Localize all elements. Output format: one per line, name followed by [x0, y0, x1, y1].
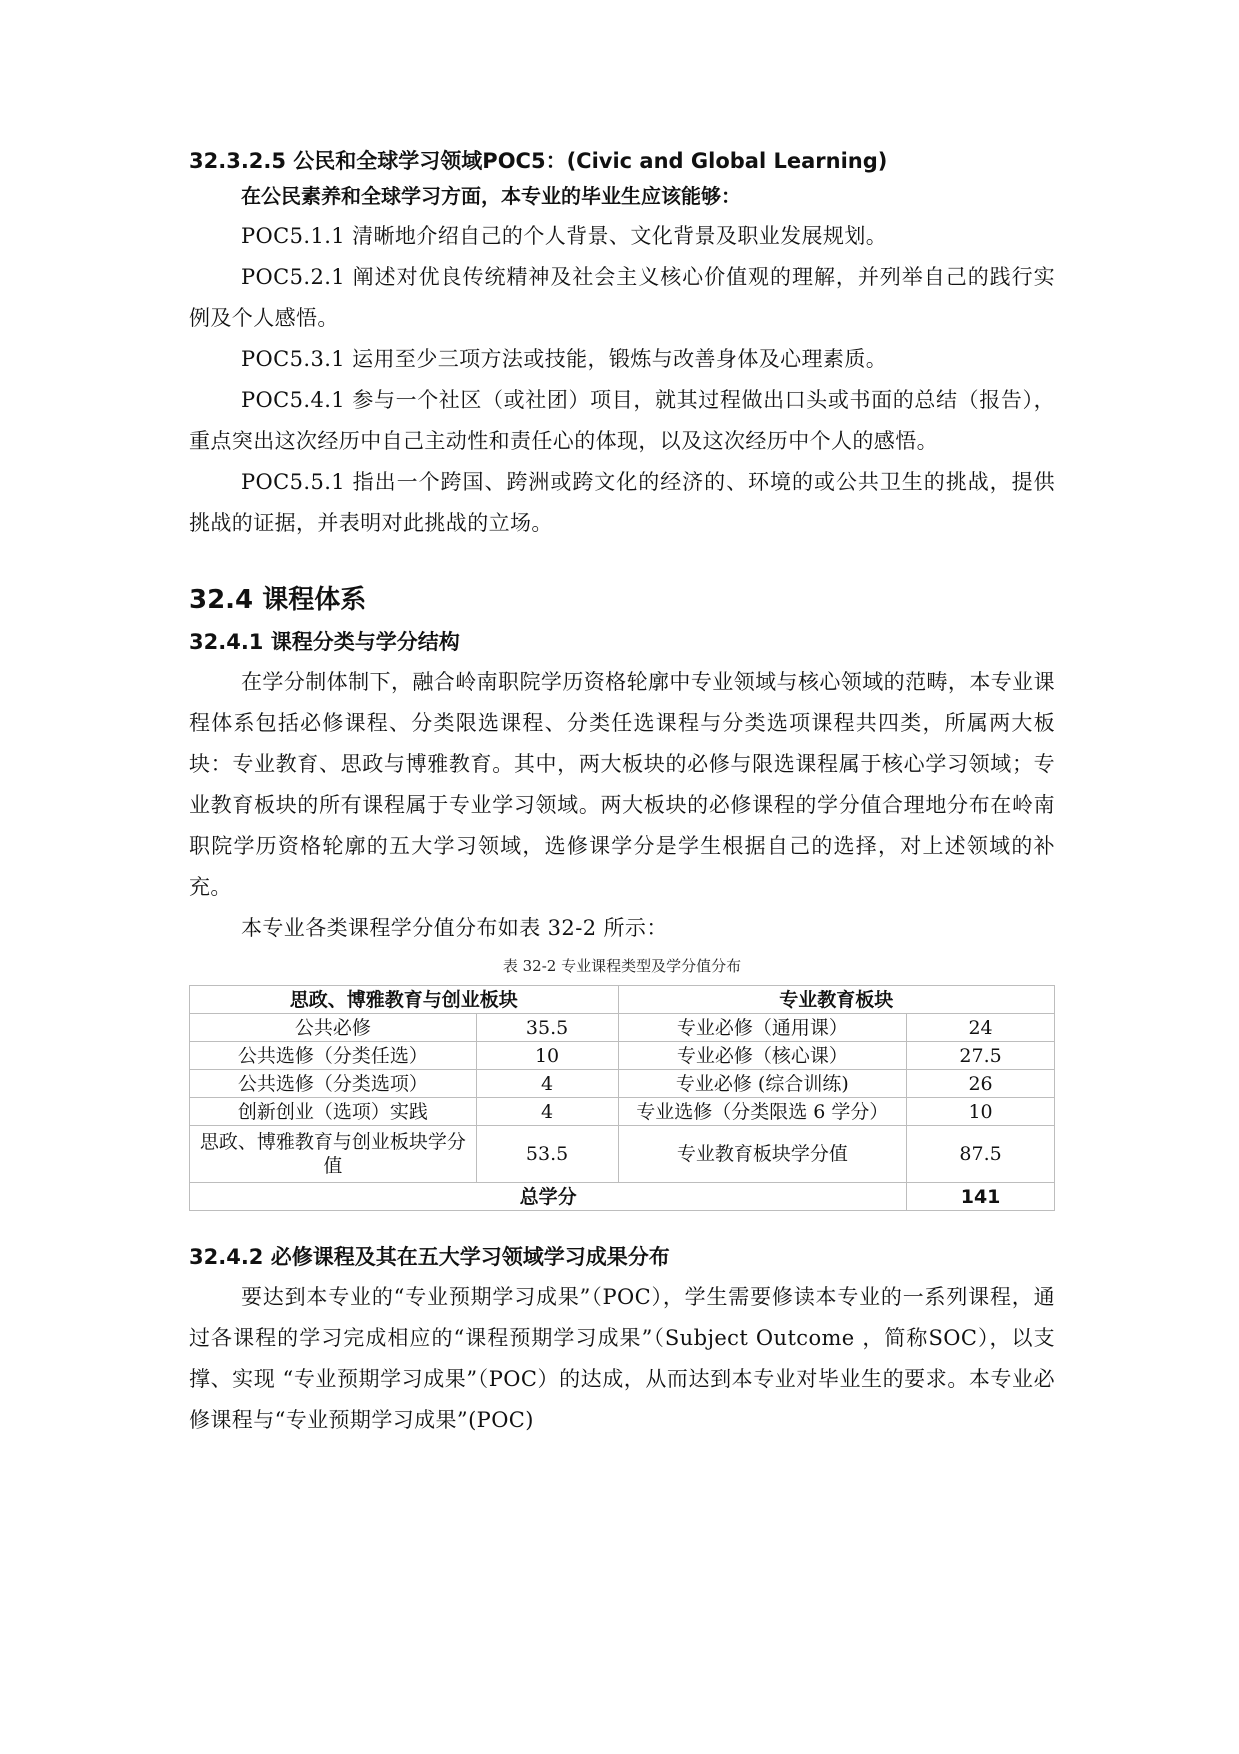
section-heading-32-3-2-5: 32.3.2.5 公民和全球学习领域POC5：(Civic and Global Learning) — [189, 149, 888, 173]
table-cell: 24 — [907, 1014, 1055, 1042]
table-cell: 公共选修（分类任选） — [190, 1042, 477, 1070]
paragraph: 要达到本专业的“专业预期学习成果”（POC），学生需要修读本专业的一系列课程，通过各课程的学习完成相应的“课程预期学习成果”（Subject Outcome ，简称SOC），以支撑、实现 “专业预期学习成果”（POC）的达成，从而达到本专业对毕业生的要求。本专业必修课程与“专业预期学习成果”(POC) — [189, 1285, 1055, 1432]
table-header-right: 专业教育板块 — [618, 986, 1055, 1014]
table-cell: 专业必修（通用课） — [618, 1014, 907, 1042]
table-cell: 87.5 — [907, 1126, 1055, 1183]
poc-item: POC5.3.1 运用至少三项方法或技能，锻炼与改善身体及心理素质。 — [241, 347, 888, 371]
table-cell: 专业选修（分类限选 6 学分） — [618, 1098, 907, 1126]
poc-item: POC5.1.1 清晰地介绍自己的个人背景、文化背景及职业发展规划。 — [241, 224, 888, 248]
table-subtotal-row — [190, 1126, 1055, 1183]
credit-table — [189, 985, 1055, 1211]
table-cell: 思政、博雅教育与创业板块学分值 — [190, 1126, 477, 1183]
table-row — [190, 1098, 1055, 1126]
table-cell: 专业教育板块学分值 — [618, 1126, 907, 1183]
table-cell: 10 — [476, 1042, 618, 1070]
total-value: 141 — [907, 1183, 1055, 1211]
table-header-row — [190, 986, 1055, 1014]
poc-item: POC5.5.1 指出一个跨国、跨洲或跨文化的经济的、环境的或公共卫生的挑战，提供挑战的证据，并表明对此挑战的立场。 — [189, 470, 1055, 535]
table-total-row — [190, 1183, 1055, 1211]
paragraph: 在学分制体制下，融合岭南职院学历资格轮廓中专业领域与核心领域的范畴，本专业课程体系包括必修课程、分类限选课程、分类任选课程与分类选项课程共四类，所属两大板块：专业教育、思政与博雅教育。其中，两大板块的必修与限选课程属于核心学习领域；专业教育板块的所有课程属于专业学习领域。两大板块的必修课程的学分值合理地分布在岭南职院学历资格轮廓的五大学习领域，选修课学分是学生根据自己的选择，对上述领域的补充。 — [189, 670, 1055, 899]
document-page — [189, 146, 1055, 1441]
table-row — [190, 1042, 1055, 1070]
poc-item: POC5.4.1 参与一个社区（或社团）项目，就其过程做出口头或书面的总结（报告），重点突出这次经历中自己主动性和责任心的体现，以及这次经历中个人的感悟。 — [189, 388, 1055, 453]
section-heading-32-4-2: 32.4.2 必修课程及其在五大学习领域学习成果分布 — [189, 1245, 670, 1269]
table-row — [190, 1070, 1055, 1098]
section-heading-32-4: 32.4 课程体系 — [189, 585, 367, 615]
table-cell: 公共必修 — [190, 1014, 477, 1042]
total-label: 总学分 — [190, 1183, 907, 1211]
table-cell: 4 — [476, 1098, 618, 1126]
table-cell: 27.5 — [907, 1042, 1055, 1070]
table-header-left: 思政、博雅教育与创业板块 — [190, 986, 619, 1014]
table-cell: 创新创业（选项）实践 — [190, 1098, 477, 1126]
table-cell: 专业必修 (综合训练) — [618, 1070, 907, 1098]
table-cell: 4 — [476, 1070, 618, 1098]
table-cell: 53.5 — [476, 1126, 618, 1183]
table-caption: 表 32-2 专业课程类型及学分值分布 — [502, 957, 742, 975]
paragraph: 本专业各类课程学分值分布如表 32-2 所示： — [241, 916, 668, 940]
table-cell: 公共选修（分类选项） — [190, 1070, 477, 1098]
table-cell: 专业必修（核心课） — [618, 1042, 907, 1070]
table-cell: 26 — [907, 1070, 1055, 1098]
poc-item: POC5.2.1 阐述对优良传统精神及社会主义核心价值观的理解，并列举自己的践行实例及个人感悟。 — [189, 265, 1055, 330]
table-cell: 10 — [907, 1098, 1055, 1126]
table-row — [190, 1014, 1055, 1042]
section-lead: 在公民素养和全球学习方面，本专业的毕业生应该能够： — [241, 184, 741, 208]
section-heading-32-4-1: 32.4.1 课程分类与学分结构 — [189, 630, 460, 654]
table-cell: 35.5 — [476, 1014, 618, 1042]
